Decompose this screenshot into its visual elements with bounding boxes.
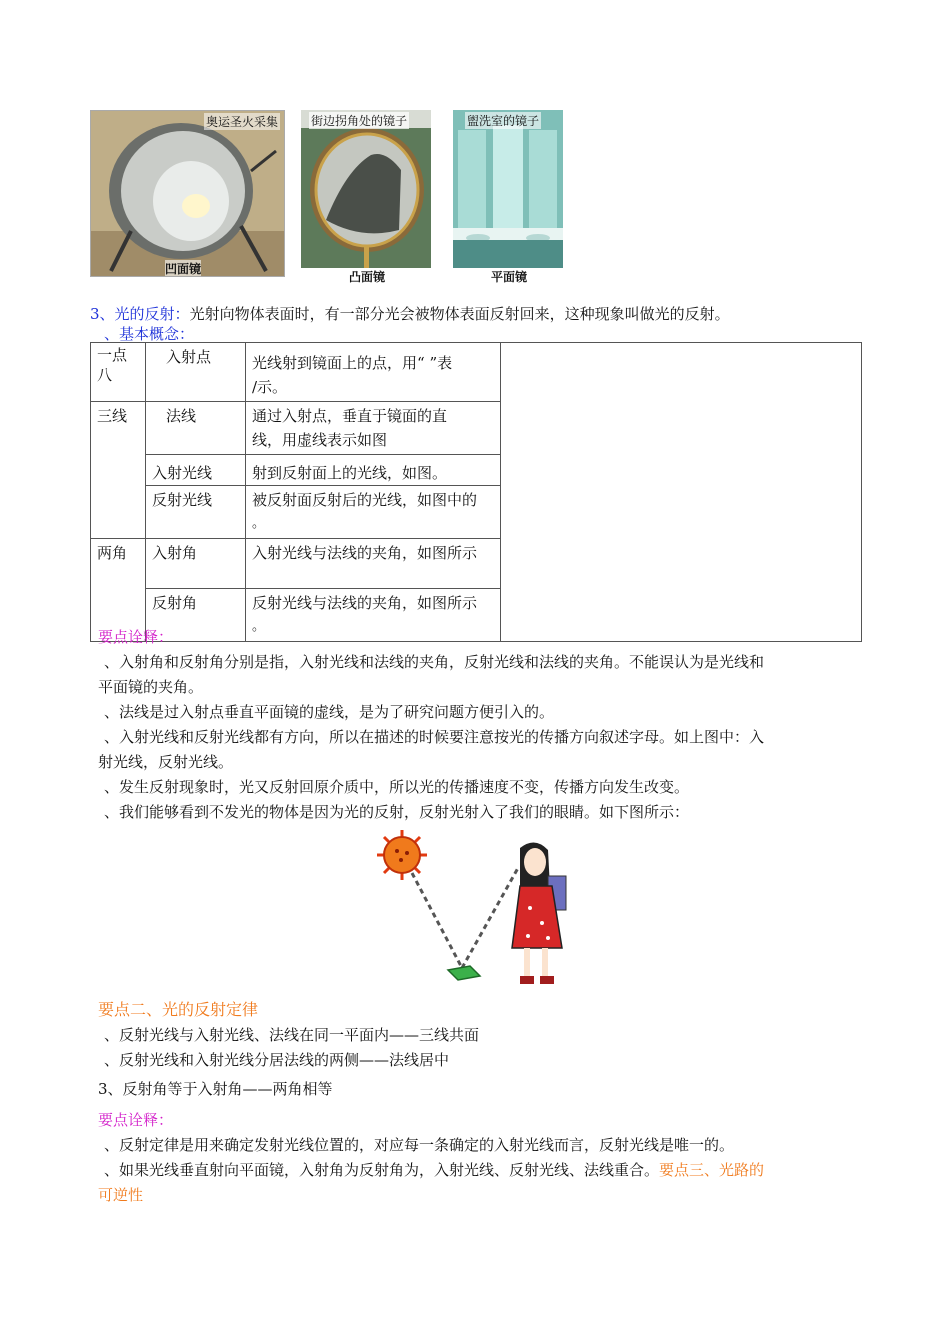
next-section-heading: 要点三、光路的 (659, 1161, 765, 1179)
figure-cell (501, 343, 862, 642)
girl-figure (512, 842, 566, 984)
section-text: 光射向物体表面时，有一部分光会被物体表面反射回来，这种现象叫做光的反射。 (189, 305, 730, 323)
term-cell: 反射光线 (146, 486, 246, 539)
note-line: 、法线是过入射点垂直平面镜的虚线，是为了研究问题方便引入的。 (104, 703, 555, 721)
photo-caption-top: 盥洗室的镜子 (467, 114, 540, 128)
concepts-table (90, 342, 862, 642)
reflection-definition (90, 304, 730, 324)
note-line: 、反射定律是用来确定发射光线位置的，对应每一条确定的入射光线而言，反射光线是唯一的。 (104, 1136, 735, 1154)
note-line: 、我们能够看到不发光的物体是因为光的反射，反射光射入了我们的眼睛。如下图所示： (104, 803, 690, 821)
law-line: 3、反射角等于入射角——两角相等 (98, 1080, 333, 1098)
reflection-illustration (370, 828, 585, 996)
term-cell: 入射点 (146, 343, 246, 402)
group-label: 一点 八 (91, 343, 146, 402)
desc-cell: 光线射到镜面上的点，用“ ”表 /示。 (246, 343, 501, 402)
concave-mirror-illustration (91, 111, 284, 276)
convex-mirror-photo (301, 110, 431, 285)
desc-cell: 入射光线与法线的夹角，如图所示 (246, 539, 501, 589)
note-line: 、入射角和反射角分别是指，入射光线和法线的夹角，反射光线和法线的夹角。不能误认为是光线和 (104, 653, 765, 671)
section-title: 光的反射： (114, 305, 190, 323)
notes-heading: 要点诠释： (98, 628, 174, 646)
note-line: 、发生反射现象时，光又反射回原介质中，所以光的传播速度不变，传播方向发生改变。 (104, 778, 690, 796)
desc-cell: 通过入射点，垂直于镜面的直 线，用虚线表示如图 (246, 402, 501, 455)
law-line: 、反射光线与入射光线、法线在同一平面内——三线共面 (104, 1026, 480, 1044)
book-icon (448, 966, 480, 980)
photo-caption-bottom: 凸面镜 (349, 270, 386, 284)
basic-concept-heading: 、基本概念： (104, 325, 195, 343)
plane-mirror-photo (453, 110, 563, 285)
plane-mirror-illustration (453, 110, 563, 285)
law-heading: 要点二、光的反射定律 (98, 1000, 259, 1019)
photo-caption-top: 奥运圣火采集 (205, 115, 278, 129)
convex-mirror-illustration (301, 110, 431, 285)
term-cell: 法线 (146, 402, 246, 455)
note-line: 射光线，反射光线。 (98, 753, 234, 771)
group-label: 两角 (91, 539, 146, 642)
term-cell: 反射角 (146, 589, 246, 642)
desc-cell: 射到反射面上的光线，如图。 (246, 455, 501, 486)
note-line: 平面镜的夹角。 (98, 678, 204, 696)
term-cell: 入射光线 (146, 455, 246, 486)
law-line: 、反射光线和入射光线分居法线的两侧——法线居中 (104, 1051, 450, 1069)
group-label: 三线 (91, 402, 146, 539)
term-cell: 入射角 (146, 539, 246, 589)
section-number: 3、 (90, 305, 115, 323)
note-line: 、入射光线和反射光线都有方向，所以在描述的时候要注意按光的传播方向叙述字母。如上图中：入 (104, 728, 765, 746)
desc-cell: 反射光线与法线的夹角，如图所示 。 (246, 589, 501, 642)
concave-mirror-photo (90, 110, 285, 277)
next-section-heading-cont: 可逆性 (98, 1186, 144, 1204)
notes-heading: 要点诠释： (98, 1111, 174, 1129)
photo-caption-bottom: 凹面镜 (165, 262, 202, 276)
photo-caption-top: 街边拐角处的镜子 (311, 114, 408, 128)
desc-cell: 被反射面反射后的光线，如图中的 。 (246, 486, 501, 539)
note-line: 、如果光线垂直射向平面镜，入射角为反射角为，入射光线、反射光线、法线重合。要点三、光路的 (104, 1161, 765, 1179)
photo-caption-bottom: 平面镜 (491, 270, 528, 284)
sun-icon (377, 830, 427, 880)
